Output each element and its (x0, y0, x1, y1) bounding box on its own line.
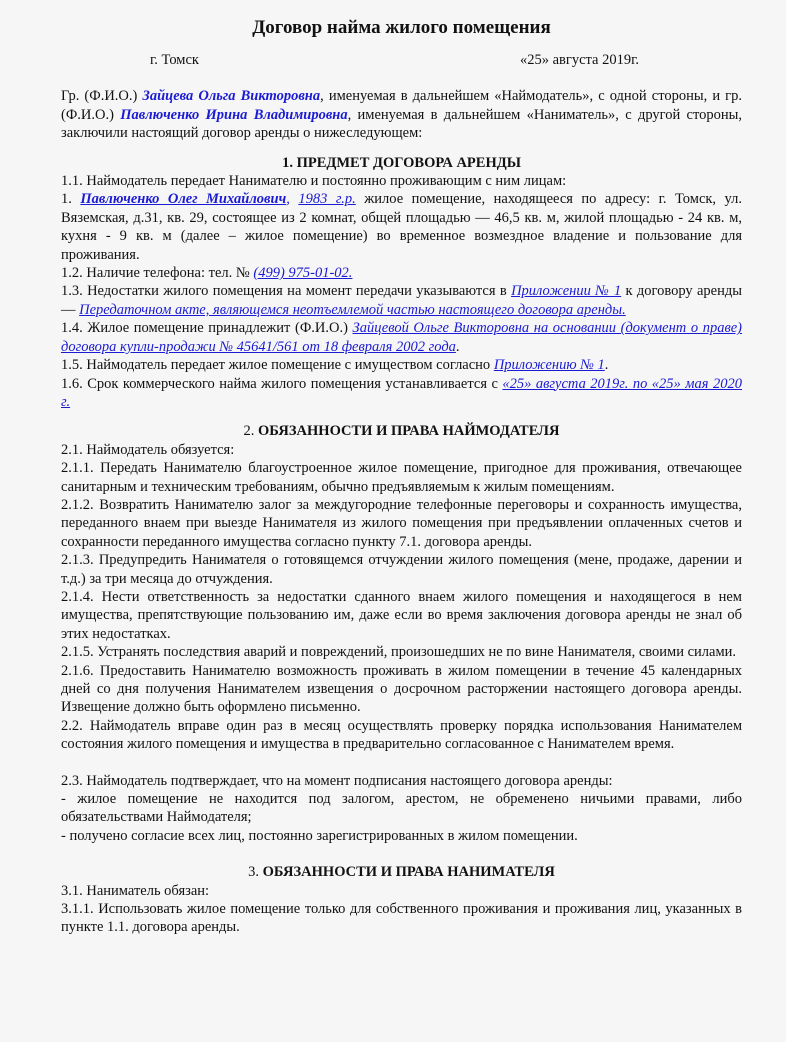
document-title: Договор найма жилого помещения (252, 17, 551, 38)
clause-text: 1.3. Недостатки жилого помещения на момент передачи указываются в (61, 283, 512, 300)
clause-1-5 (61, 356, 742, 374)
clause-2-1-4: 2.1.4. Нести ответственность за недостатки сданного внаем жилого помещения и находящегося в нем имущества, препятствующие пользованию им, даже если во время заключения договора аренды не знал об этих недостатках. (61, 588, 742, 642)
appendix-1-link: Приложению № 1 (493, 357, 605, 374)
occupant-birth-year: 1983 г.р. (298, 191, 356, 208)
clause-text: , (286, 191, 299, 208)
clause-1-4 (61, 319, 742, 356)
clause-2-3-b: - получено согласие всех лиц, постоянно зарегистрированных в жилом помещении. (61, 827, 578, 844)
section-number: 1. (282, 154, 297, 171)
owner-document: Зайцевой Ольге Викторовна на основании (документ о праве) договора купли-продажи № 45641/561 от 18 февраля 2002 года (61, 320, 743, 355)
preamble-text: , именуемая в дальнейшем «Наниматель», с другой стороны, заключили настоящий договор аренды о нижеследующем: (61, 106, 742, 142)
tenant-name: Павлюченко Ирина Владимировна (120, 106, 348, 123)
clause-text: 1.5. Наймодатель передает жилое помещение с имуществом согласно (61, 357, 494, 374)
clause-2-3-a: - жилое помещение не находится под залогом, арестом, не обременено ничьими правами, либо обязательствами Наймодателя; (61, 791, 742, 826)
clause-text: . (455, 338, 460, 355)
occupant-name: Павлюченко Олег Михайлович (80, 191, 287, 208)
clause-text: 1.4. Жилое помещение принадлежит (Ф.И.О.) (61, 320, 353, 337)
spacer (61, 754, 742, 772)
section-title: ОБЯЗАННОСТИ И ПРАВА НАЙМОДАТЕЛЯ (258, 423, 560, 440)
lease-term: «25» августа 2019г. по «25» мая 2020 г. (61, 375, 742, 410)
clause-2-1-2: 2.1.2. Возвратить Нанимателю залог за междугородние телефонные переговоры и сохранность имущества, переданного внаем при выезде Нанимателя из жилого помещения при предъявлении оплаченных счетов и сохранности переданного имущества согласно пункту 7.1. договора аренды. (61, 496, 742, 550)
preamble-text: , именуемая в дальнейшем «Наймодатель», с одной стороны, и гр. (Ф.И.О.) (61, 88, 742, 123)
clause-2-1-5: 2.1.5. Устранять последствия аварий и повреждений, произошедших не по вине Нанимателя, своими силами. (61, 644, 737, 661)
clause-text: жилое помещение, находящееся по адресу: г. Томск, ул. Вяземская, д.31, кв. 29, состоящее из 2 комнат, общей площадью — 46,5 кв. м, жилой площадью - 24 кв. м, кухня - 9 кв. м (далее – жилое помещение) во временное возмездное владение и пользование для проживания. (61, 191, 743, 263)
transfer-act: Передаточном акте, являющемся неотъемлемой частью настоящего договора аренды. (79, 301, 626, 318)
preamble (61, 87, 742, 142)
section-title: ОБЯЗАННОСТИ И ПРАВА НАНИМАТЕЛЯ (262, 864, 555, 881)
clause-1-1: 1.1. Наймодатель передает Нанимателю и постоянно проживающим с ним лицам: (61, 173, 567, 190)
place-date-line (61, 51, 742, 71)
clause-2-1-1: 2.1.1. Передать Нанимателю благоустроенное жилое помещение, пригодное для проживания, отвечающее санитарным и техническим требованиям, обычно предъявляемым к жилым помещениям. (61, 460, 742, 495)
clause-1-2 (61, 264, 742, 282)
clause-1-6 (61, 375, 742, 412)
preamble-text: Гр. (Ф.И.О.) (61, 88, 143, 105)
clause-text: к договору аренды — (61, 283, 742, 318)
clause-2-2: 2.2. Наймодатель вправе один раз в месяц осуществлять проверку порядка использования Нанимателем состояния жилого помещения и имущества в предварительно согласованное с Нанимателем время. (61, 717, 742, 753)
section-3-heading (61, 863, 742, 881)
clause-2-3: 2.3. Наймодатель подтверждает, что на момент подписания настоящего договора аренды: (61, 772, 613, 789)
clause-1-3 (61, 282, 742, 319)
contract-date: «25» августа 2019г. (520, 52, 640, 69)
section-2-heading (61, 422, 742, 440)
contract-city: г. Томск (150, 52, 199, 69)
clause-text: . (604, 357, 609, 374)
clause-text: 1.6. Срок коммерческого найма жилого помещения устанавливается с (61, 375, 503, 392)
clause-2-1-3: 2.1.3. Предупредить Нанимателя о готовящемся отчуждении жилого помещения (мене, продаже, дарении и т.д.) за три месяца до отчуждения. (61, 552, 742, 587)
clause-3-1-1: 3.1.1. Использовать жилое помещение только для собственного проживания и проживания лиц, указанных в пункте 1.1. договора аренды. (61, 901, 742, 936)
clause-2-1: 2.1. Наймодатель обязуется: (61, 441, 235, 458)
section-number: 3. (248, 864, 263, 881)
section-number: 2. (243, 423, 259, 440)
landlord-name: Зайцева Ольга Викторовна (142, 88, 321, 105)
clause-text: 1.2. Наличие телефона: тел. № (61, 265, 254, 282)
clause-3-1: 3.1. Наниматель обязан: (61, 882, 210, 899)
clause-1-1-item (61, 190, 742, 264)
section-1-heading (61, 154, 742, 172)
appendix-1-link: Приложении № 1 (511, 283, 622, 300)
phone-number: (499) 975-01-02. (253, 265, 353, 282)
clause-text: 1. (61, 191, 81, 208)
section-title: ПРЕДМЕТ ДОГОВОРА АРЕНДЫ (296, 154, 521, 171)
clause-2-1-6: 2.1.6. Предоставить Нанимателю возможность проживать в жилом помещении в течение 45 календарных дней со дня получения Нанимателем извещения о досрочном расторжении настоящего договора аренды. Извещение должно быть оформлено письменно. (61, 662, 742, 716)
